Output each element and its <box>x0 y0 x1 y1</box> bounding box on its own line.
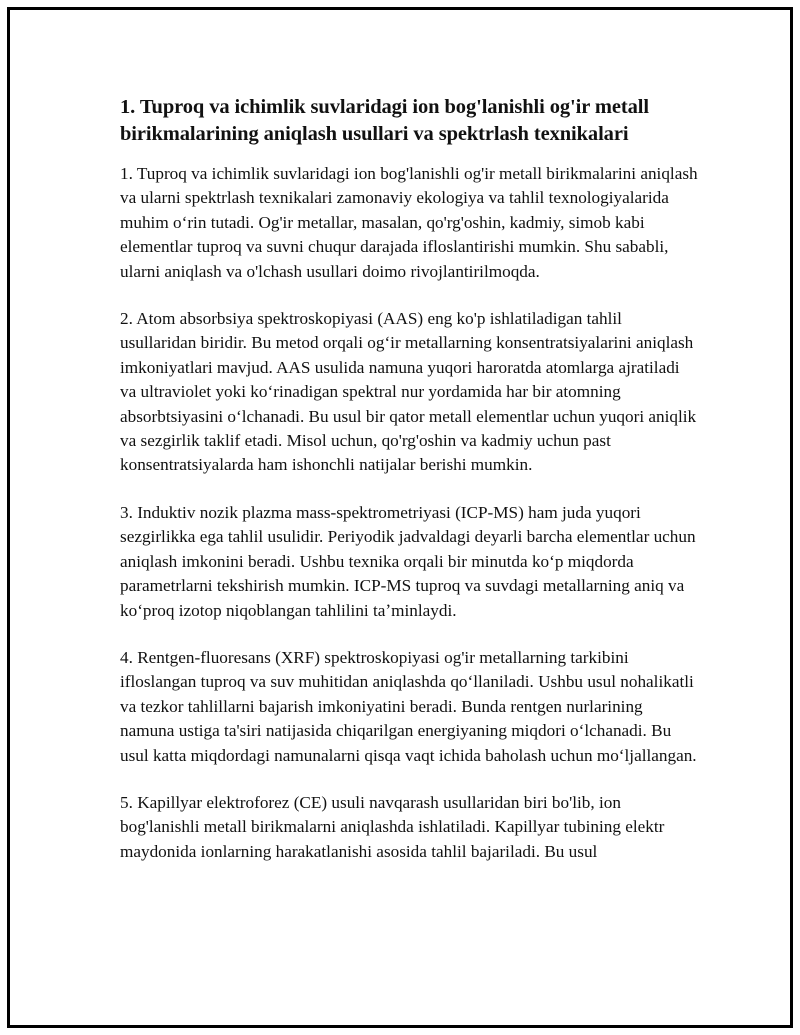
paragraph-2: 2. Atom absorbsiya spektroskopiyasi (AAS) eng ko'p ishlatiladigan tahlil usullaridan biridir. Bu metod orqali ogʻir metallarning konsentratsiyalarini aniqlash imkoniyatlari mavjud. AAS usulida namuna yuqori haroratda atomlarga ajratiladi va ultraviolet yoki koʻrinadigan spektral nur yordamida har bir atomning absorbtsiyasini oʻlchanadi. Bu usul bir qator metall elementlar uchun yuqori aniqlik va sezgirlik taklif etadi. Misol uchun, qo'rg'oshin va kadmiy uchun past konsentratsiyalarda ham ishonchli natijalar berishi mumkin. <box>120 309 697 475</box>
paragraph-3: 3. Induktiv nozik plazma mass-spektrometriyasi (ICP-MS) ham juda yuqori sezgirlikka ega tahlil usulidir. Periyodik jadvaldagi deyarli barcha elementlar uchun aniqlash imkonini beradi. Ushbu texnika orqali bir minutda koʻp miqdorda parametrlarni tekshirish mumkin. ICP-MS tuproq va suvdagi metallarning aniq va koʻproq izotop niqoblangan tahlilini taʼminlaydi. <box>120 502 696 620</box>
paragraph-4: 4. Rentgen-fluoresans (XRF) spektroskopiyasi og'ir metallarning tarkibini ifloslangan tuproq va suv muhitidan aniqlashda qoʻllaniladi. Ushbu usul nohalikatli va tezkor tahlillarni bajarish imkoniyatini beradi. Bunda rentgen nurlarining namuna ustiga ta'siri natijasida chiqarilgan energiyaning miqdori oʻlchanadi. Bu usul katta miqdordagi namunalarni qisqa vaqt ichida baholash uchun moʻljallangan. <box>120 647 697 765</box>
paragraph-5: 5. Kapillyar elektroforez (CE) usuli navqarash usullaridan biri bo'lib, ion bog'lanishli metall birikmalarni aniqlashda ishlatiladi. Kapillyar tubining elektr maydonida ionlarning harakatlanishi asosida tahlil bajariladi. Bu usul <box>120 792 665 861</box>
document-body <box>120 94 700 887</box>
document-title: 1. Tuproq va ichimlik suvlaridagi ion bog'lanishli og'ir metall birikmalarining aniqlash usullari va spektrlash texnikalari <box>120 96 649 145</box>
page-border <box>7 7 793 1028</box>
paragraph-1: 1. Tuproq va ichimlik suvlaridagi ion bog'lanishli og'ir metall birikmalarini aniqlash va ularni spektrlash texnikalari zamonaviy ekologiya va tahlil texnologiyalarida muhim oʻrin tutadi. Og'ir metallar, masalan, qo'rg'oshin, kadmiy, simob kabi elementlar tuproq va suvni chuqur darajada ifloslantirishi mumkin. Shu sababli, ularni aniqlash va o'lchash usullari doimo rivojlantirilmoqda. <box>120 164 698 281</box>
